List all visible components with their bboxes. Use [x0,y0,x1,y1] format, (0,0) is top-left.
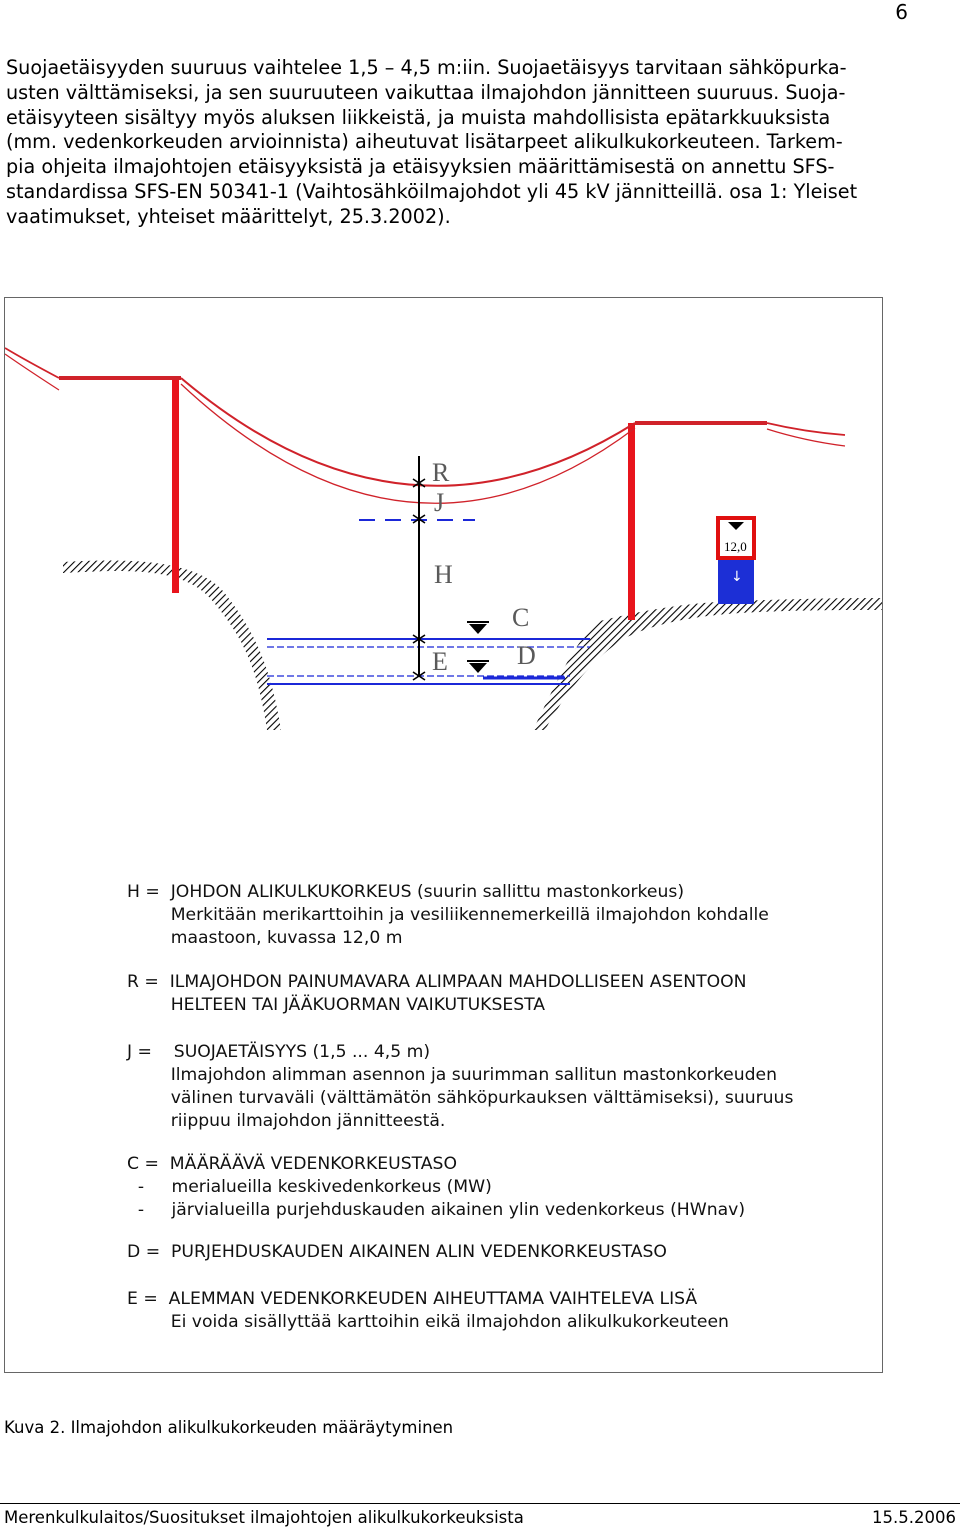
legend-line: D = PURJEHDUSKAUDEN AIKAINEN ALIN VEDENKORKEUSTASO [127,1242,667,1262]
intro-line: pia ohjeita ilmajohtojen etäisyyksistä ja etäisyyksien määrittämisestä on annettu SFS- [6,155,835,179]
intro-line: standardissa SFS-EN 50341-1 (Vaihtosähköilmajohdot yli 45 kV jännitteillä. osa 1: Yleiset [6,179,858,203]
intro-line: Suojaetäisyyden suuruus vaihtelee 1,5 – 4,5 m:iin. Suojaetäisyys tarvitaan sähköpurka- [6,56,847,79]
intro-line: etäisyyteen sisältyy myös aluksen liikkeistä, ja muista mahdollisista epätarkkuuksista [6,105,831,129]
footer-title: Merenkulkulaitos/Suositukset ilmajohtojen alikulkukorkeuksista [4,1508,524,1527]
sign-symbol: ↓ [731,569,743,585]
right-pole [628,423,635,620]
page-footer [0,1500,960,1528]
intro-line: usten välttämiseksi, ja sen suuruuteen vaikuttaa ilmajohdon jännitteen suuruus. Suoja- [6,80,846,104]
footer-rule [0,1503,960,1504]
legend-line: E = ALEMMAN VEDENKORKEUDEN AIHEUTTAMA VAIHTELEVA LISÄ [127,1289,698,1309]
page-number: 6 [895,0,908,24]
label-j: J [434,488,445,517]
legend [126,882,793,1332]
legend-line: H = JOHDON ALIKULKUKORKEUS (suurin sallittu mastonkorkeus) [127,882,685,902]
sign-value: 12,0 [724,539,747,554]
label-h: H [434,560,453,589]
power-lines [5,348,845,503]
clearance-sign [718,518,754,604]
label-e: E [432,647,448,676]
figure-caption: Kuva 2. Ilmajohdon alikulkukorkeuden määräytyminen [4,1418,454,1437]
label-d: D [517,641,536,670]
footer-date: 15.5.2006 [872,1508,956,1527]
legend-line: J = SUOJAETÄISYYS (1,5 ... 4,5 m) [127,1042,431,1062]
figure-frame [4,297,883,1373]
legend-line: C = MÄÄRÄÄVÄ VEDENKORKEUSTASO [127,1154,457,1174]
legend-line: Ilmajohdon alimman asennon ja suurimman sallitun mastonkorkeuden [127,1065,777,1085]
legend-line: maastoon, kuvassa 12,0 m [127,928,403,948]
legend-line: R = ILMAJOHDON PAINUMAVARA ALIMPAAN MAHDOLLISEEN ASENTOON [127,972,747,992]
legend-line: välinen turvaväli (välttämätön sähköpurkauksen välttämiseksi), suuruus [127,1088,794,1108]
legend-line: riippuu ilmajohdon jännitteestä. [127,1111,446,1131]
water-levels [267,639,590,684]
legend-line: - merialueilla keskivedenkorkeus (MW) [127,1177,492,1197]
label-c: C [512,603,530,632]
left-pole [172,378,179,593]
legend-line: Ei voida sisällyttää karttoihin eikä ilmajohdon alikulkukorkeuteen [127,1312,729,1332]
right-bank [533,598,882,730]
legend-line: HELTEEN TAI JÄÄKUORMAN VAIKUTUKSESTA [127,995,546,1015]
label-r: R [432,458,450,487]
intro-line: (mm. vedenkorkeuden arvioinnista) aiheutuvat lisätarpeet alikulkukorkeuteen. Tarkem- [6,130,843,154]
clearance-diagram [5,298,882,1372]
legend-line: Merkitään merikarttoihin ja vesiliikennemerkeillä ilmajohdon kohdalle [127,905,769,925]
intro-paragraph [6,56,906,230]
legend-line: - järvialueilla purjehduskauden aikainen ylin vedenkorkeus (HWnav) [127,1200,746,1220]
intro-line: vaatimukset, yhteiset määrittelyt, 25.3.2002). [6,204,451,228]
